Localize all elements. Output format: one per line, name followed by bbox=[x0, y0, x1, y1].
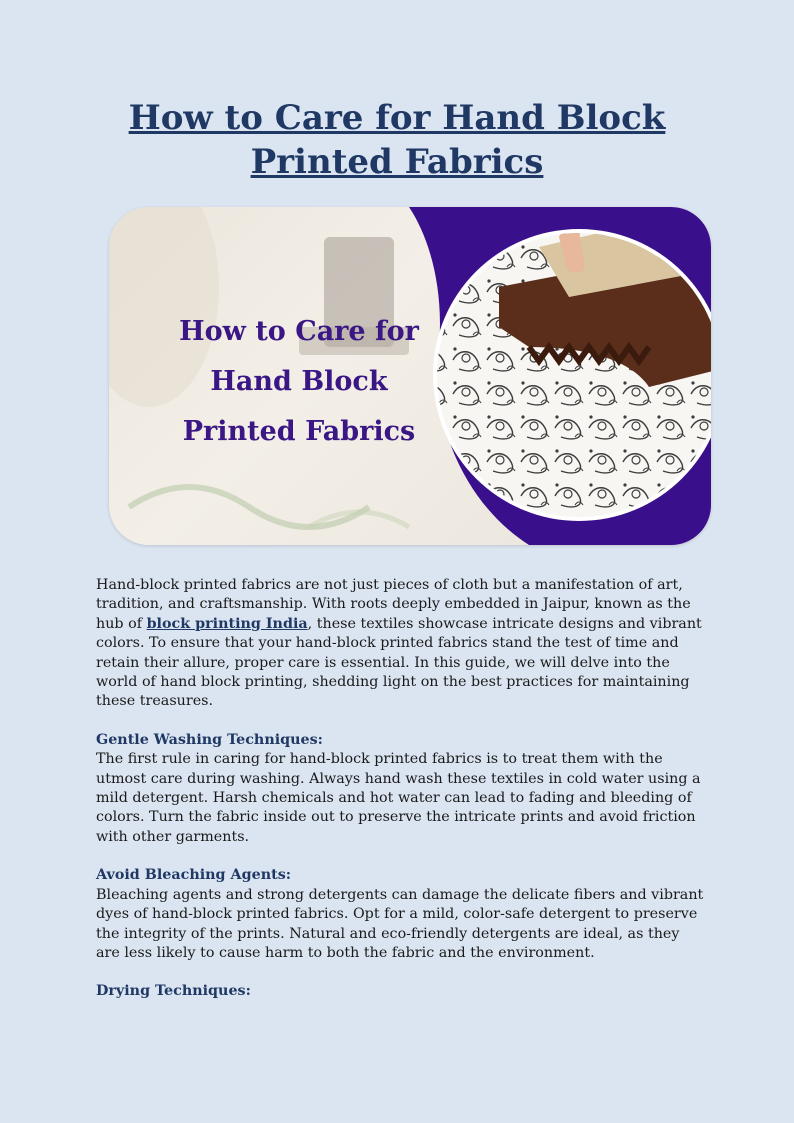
block-printing-india-link[interactable]: block printing India bbox=[146, 615, 308, 632]
page-title-line-1: How to Care for Hand Block bbox=[128, 98, 666, 138]
section-heading-washing: Gentle Washing Techniques: bbox=[96, 731, 323, 748]
section-heading-drying: Drying Techniques: bbox=[96, 983, 251, 1000]
section-text-washing: The first rule in caring for hand-block printed fabrics is to treat them with the utmost care during washing. Always hand wash these textiles in cold water using a mild detergent. Harsh chemicals and hot water can lead to fading and bleeding of colors. Turn the fabric inside out to preserve the intricate prints and avoid friction with other garments. bbox=[96, 751, 701, 845]
section-text-bleaching: Bleaching agents and strong detergents can damage the delicate fibers and vibrant dyes of hand-block printed fabrics. Opt for a mild, color-safe detergent to preserve the integrity of the prints. Natural and eco-friendly detergents are ideal, as they are less likely to cause harm to both the fabric and the environment. bbox=[96, 886, 704, 961]
page-title-line-2: Printed Fabrics bbox=[250, 142, 544, 182]
intro-paragraph bbox=[96, 576, 706, 712]
banner-heading bbox=[129, 307, 469, 457]
page-title bbox=[0, 96, 794, 184]
banner-image bbox=[109, 207, 711, 545]
banner-heading-line-3: Printed Fabrics bbox=[182, 416, 416, 447]
intro-text-end: , these textiles showcase intricate designs and vibrant colors. To ensure that your hand-block printed fabrics stand the test of time and retain their allure, proper care is essential. In this guide, we will delve into the world of hand block printing, shedding light on the best practices for maintaining these treasures. bbox=[96, 615, 702, 710]
banner-heading-line-1: How to Care for bbox=[179, 316, 419, 347]
banner-heading-line-2: Hand Block bbox=[210, 366, 388, 397]
section-heading-bleaching: Avoid Bleaching Agents: bbox=[96, 867, 292, 884]
article-body bbox=[96, 576, 706, 1002]
intro-text-start: Hand-block printed fabrics are not just pieces of cloth but a manifestation of art, tradition, and craftsmanship. With roots deeply embedded in Jaipur, known as the hub of bbox=[96, 577, 691, 632]
